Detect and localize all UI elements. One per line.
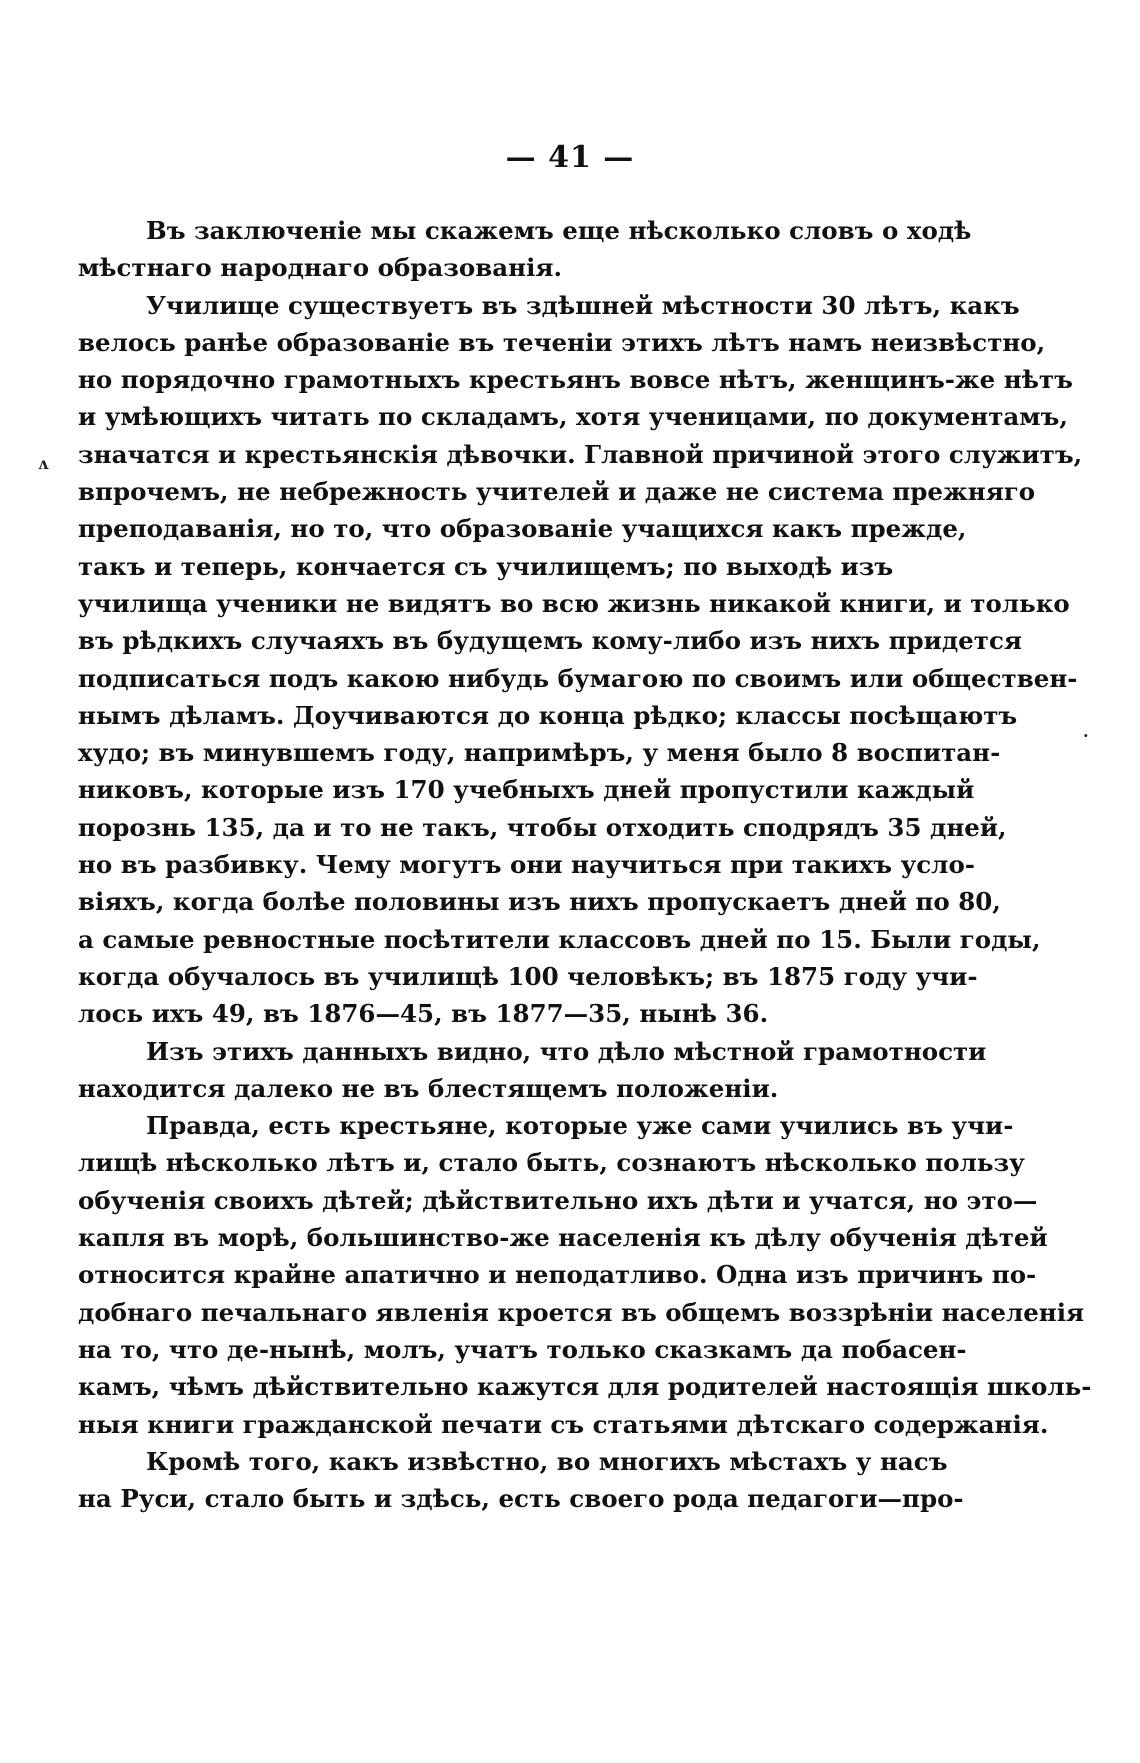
text-line: Училище существуетъ въ здѣшней мѣстности 30 лѣтъ, какъ <box>146 290 1020 320</box>
text-line: камъ, чѣмъ дѣйствительно кажутся для родителей настоящія школь- <box>78 1372 1092 1402</box>
text-line: значатся и крестьянскія дѣвочки. Главной причиной этого служитъ, <box>78 439 1083 469</box>
text-line: и умѣющихъ читать по складамъ, хотя ученицами, по документамъ, <box>78 402 1068 432</box>
body-text <box>78 212 1092 1517</box>
text-line: Изъ этихъ данныхъ видно, что дѣло мѣстной грамотности <box>146 1036 987 1066</box>
text-line: относится крайне апатично и неподатливо. Одна изъ причинъ по- <box>78 1260 1037 1290</box>
text-line: впрочемъ, не небрежность учителей и даже не система прежняго <box>78 477 1036 507</box>
text-line: въ рѣдкихъ случаяхъ въ будущемъ кому-либо изъ нихъ придется <box>78 626 1022 656</box>
text-line: подписаться подъ какою нибудь бумагою по своимъ или обществен- <box>78 663 1078 693</box>
text-line: нымъ дѣламъ. Доучиваются до конца рѣдко; классы посѣщаютъ <box>78 700 1018 730</box>
text-line: віяхъ, когда болѣе половины изъ нихъ пропускаетъ дней по 80, <box>78 887 1001 917</box>
margin-mark-left: ʌ <box>38 454 49 473</box>
page-number: — 41 — <box>505 140 635 175</box>
text-line: ныя книги гражданской печати съ статьями дѣтскаго содержанія. <box>78 1409 1049 1439</box>
text-line: на Руси, стало быть и здѣсь, есть своего рода педагоги—про- <box>78 1484 964 1514</box>
text-line: Кромѣ того, какъ извѣстно, во многихъ мѣстахъ у насъ <box>146 1446 948 1476</box>
text-line: находится далеко не въ блестящемъ положеніи. <box>78 1073 779 1103</box>
text-line: велось ранѣе образованіе въ теченіи этихъ лѣтъ намъ неизвѣстно, <box>78 327 1046 357</box>
text-line: преподаванія, но то, что образованіе учащихся какъ прежде, <box>78 514 967 544</box>
text-line: когда обучалось въ училищѣ 100 человѣкъ; въ 1875 году учи- <box>78 961 978 991</box>
margin-mark-right: · <box>1083 726 1089 745</box>
text-line: но порядочно грамотныхъ крестьянъ вовсе нѣтъ, женщинъ-же нѣтъ <box>78 365 1073 395</box>
text-line: а самые ревностные посѣтители классовъ дней по 15. Были годы, <box>78 924 1041 954</box>
text-line: училища ученики не видятъ во всю жизнь никакой книги, и только <box>78 588 1070 618</box>
text-line: мѣстнаго народнаго образованія. <box>78 253 563 283</box>
text-line: добнаго печальнаго явленія кроется въ общемъ воззрѣніи населенія <box>78 1297 1085 1327</box>
text-line: обученія своихъ дѣтей; дѣйствительно ихъ дѣти и учатся, но это— <box>78 1185 1038 1215</box>
text-line: но въ разбивку. Чему могутъ они научиться при такихъ усло- <box>78 850 975 880</box>
text-line: Правда, есть крестьяне, которые уже сами учились въ учи- <box>146 1111 1014 1141</box>
text-line: никовъ, которые изъ 170 учебныхъ дней пропустили каждый <box>78 775 975 805</box>
text-line: Въ заключеніе мы скажемъ еще нѣсколько словъ о ходѣ <box>146 216 972 245</box>
text-line: лось ихъ 49, въ 1876—45, въ 1877—35, нынѣ 36. <box>78 999 769 1029</box>
text-line: на то, что де-нынѣ, молъ, учатъ только сказкамъ да побасен- <box>78 1334 967 1364</box>
text-line: порознь 135, да и то не такъ, чтобы отходить сподрядъ 35 дней, <box>78 812 1007 842</box>
text-line: такъ и теперь, кончается съ училищемъ; по выходѣ изъ <box>78 551 894 581</box>
text-line: лищѣ нѣсколько лѣтъ и, стало быть, сознаютъ нѣсколько пользу <box>78 1148 1025 1178</box>
text-line: худо; въ минувшемъ году, напримѣръ, у меня было 8 воспитан- <box>78 738 1001 768</box>
text-line: капля въ морѣ, большинство-же населенія къ дѣлу обученія дѣтей <box>78 1223 1048 1253</box>
